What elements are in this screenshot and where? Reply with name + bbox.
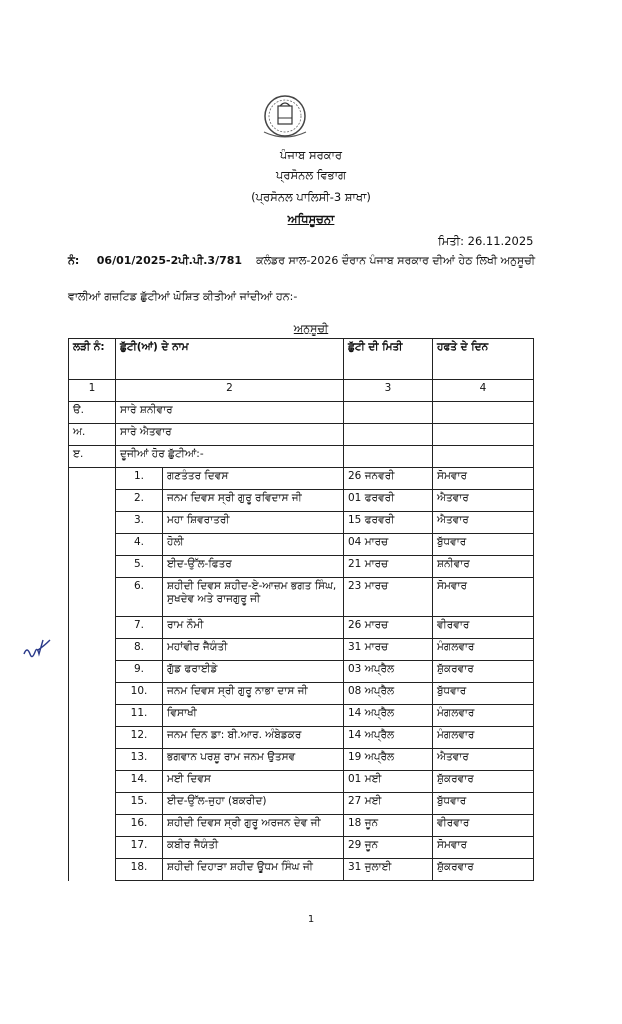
reference-number: 06/01/2025-2ਪੀ.ਪੀ.3/781 bbox=[96, 254, 243, 267]
blank-cell bbox=[69, 683, 116, 705]
holiday-weekday: ਬੁੱਧਵਾਰ bbox=[433, 793, 534, 815]
blank-cell bbox=[69, 859, 116, 881]
table-row bbox=[69, 534, 534, 556]
holiday-serial: 2. bbox=[116, 490, 163, 512]
handwritten-signature bbox=[20, 628, 60, 668]
header-weekday: ਹਫਤੇ ਦੇ ਦਿਨ bbox=[433, 339, 534, 380]
table-row bbox=[69, 661, 534, 683]
holiday-date: 01 ਫਰਵਰੀ bbox=[344, 490, 433, 512]
holiday-name: ਵਿਸਾਖੀ bbox=[163, 705, 344, 727]
holiday-weekday: ਬੁੱਧਵਾਰ bbox=[433, 534, 534, 556]
holiday-weekday: ਸ਼ੁੱਕਰਵਾਰ bbox=[433, 859, 534, 881]
table-row bbox=[69, 490, 534, 512]
holiday-serial: 12. bbox=[116, 727, 163, 749]
blank-cell bbox=[69, 556, 116, 578]
department-name: ਪ੍ਰਸੋਨਲ ਵਿਭਾਗ bbox=[275, 168, 347, 182]
header-serial: ਲੜੀ ਨੰ: bbox=[69, 339, 116, 380]
holiday-name: ਹੋਲੀ bbox=[163, 534, 344, 556]
column-number-row bbox=[69, 380, 534, 402]
holiday-weekday: ਐਤਵਾਰ bbox=[433, 512, 534, 534]
col-number: 3 bbox=[344, 380, 433, 402]
holiday-weekday: ਸੋਮਵਾਰ bbox=[433, 578, 534, 617]
holiday-date: 23 ਮਾਰਚ bbox=[344, 578, 433, 617]
branch-name: (ਪ੍ਰਸੋਨਲ ਪਾਲਿਸੀ-3 ਸ਼ਾਖਾ) bbox=[251, 190, 371, 204]
blank-cell bbox=[69, 578, 116, 617]
holiday-weekday: ਵੀਰਵਾਰ bbox=[433, 815, 534, 837]
holiday-name: ਈਦ-ਉੱਲ-ਫਿਤਰ bbox=[163, 556, 344, 578]
government-name: ਪੰਜਾਬ ਸਰਕਾਰ bbox=[279, 148, 343, 162]
blank-cell bbox=[69, 617, 116, 639]
blank-cell bbox=[69, 793, 116, 815]
holiday-serial: 13. bbox=[116, 749, 163, 771]
header-holiday-date: ਛੁੱਟੀ ਦੀ ਮਿਤੀ bbox=[344, 339, 433, 380]
holiday-serial: 18. bbox=[116, 859, 163, 881]
section-label: ਸਾਰੇ ਸ਼ਨੀਵਾਰ bbox=[116, 402, 344, 424]
notification-title: ਅਧਿਸੂਚਨਾ bbox=[287, 212, 335, 226]
holiday-name: ਗਣਤੰਤਰ ਦਿਵਸ bbox=[163, 468, 344, 490]
blank-cell bbox=[69, 639, 116, 661]
holiday-name: ਸ਼ਹੀਦੀ ਦਿਹਾੜਾ ਸ਼ਹੀਦ ਊਧਮ ਸਿੰਘ ਜੀ bbox=[163, 859, 344, 881]
holiday-date: 31 ਜੁਲਾਈ bbox=[344, 859, 433, 881]
holiday-serial: 17. bbox=[116, 837, 163, 859]
holiday-date: 31 ਮਾਰਚ bbox=[344, 639, 433, 661]
holiday-name: ਮਹਾ ਸ਼ਿਵਰਾਤਰੀ bbox=[163, 512, 344, 534]
state-emblem-icon bbox=[256, 92, 314, 144]
blank-cell bbox=[69, 705, 116, 727]
col-number: 4 bbox=[433, 380, 534, 402]
holiday-weekday: ਸੋਮਵਾਰ bbox=[433, 468, 534, 490]
notification-date: ਮਿਤੀ: 26.11.2025 bbox=[438, 234, 534, 248]
table-row bbox=[69, 468, 534, 490]
holiday-weekday: ਐਤਵਾਰ bbox=[433, 490, 534, 512]
table-row bbox=[69, 578, 534, 617]
holiday-serial: 5. bbox=[116, 556, 163, 578]
col-number: 2 bbox=[116, 380, 344, 402]
blank-cell bbox=[69, 771, 116, 793]
holiday-date: 18 ਜੂਨ bbox=[344, 815, 433, 837]
holiday-weekday: ਮੰਗਲਵਾਰ bbox=[433, 705, 534, 727]
holiday-serial: 14. bbox=[116, 771, 163, 793]
col-number: 1 bbox=[69, 380, 116, 402]
section-row bbox=[69, 424, 534, 446]
holiday-date: 08 ਅਪ੍ਰੈਲ bbox=[344, 683, 433, 705]
holiday-name: ਜਨਮ ਦਿਨ ਡਾ: ਬੀ.ਆਰ. ਅੰਬੇਡਕਰ bbox=[163, 727, 344, 749]
table-row bbox=[69, 749, 534, 771]
holiday-date: 21 ਮਾਰਚ bbox=[344, 556, 433, 578]
holiday-serial: 9. bbox=[116, 661, 163, 683]
holiday-table bbox=[68, 338, 534, 881]
table-header-row bbox=[69, 339, 534, 380]
holiday-serial: 11. bbox=[116, 705, 163, 727]
blank-cell bbox=[69, 749, 116, 771]
holiday-weekday: ਸੋਮਵਾਰ bbox=[433, 837, 534, 859]
table-row bbox=[69, 617, 534, 639]
holiday-name: ਜਨਮ ਦਿਵਸ ਸ੍ਰੀ ਗੁਰੂ ਨਾਭਾ ਦਾਸ ਜੀ bbox=[163, 683, 344, 705]
blank-cell bbox=[69, 490, 116, 512]
holiday-name: ਕਬੀਰ ਜੈਯੰਤੀ bbox=[163, 837, 344, 859]
holiday-weekday: ਸ਼ਨੀਵਾਰ bbox=[433, 556, 534, 578]
holiday-weekday: ਮੰਗਲਵਾਰ bbox=[433, 639, 534, 661]
holiday-serial: 1. bbox=[116, 468, 163, 490]
blank-cell bbox=[69, 661, 116, 683]
section-label: ਸਾਰੇ ਐਤਵਾਰ bbox=[116, 424, 344, 446]
reference-prefix: ਨੰ: bbox=[68, 254, 80, 267]
holiday-serial: 10. bbox=[116, 683, 163, 705]
section-row bbox=[69, 446, 534, 468]
blank-cell bbox=[69, 512, 116, 534]
holiday-date: 04 ਮਾਰਚ bbox=[344, 534, 433, 556]
table-row bbox=[69, 512, 534, 534]
section-key: ੲ. bbox=[69, 446, 116, 468]
holiday-serial: 6. bbox=[116, 578, 163, 617]
section-label: ਦੂਜੀਆਂ ਹੋਰ ਛੁੱਟੀਆਂ:- bbox=[116, 446, 344, 468]
table-row bbox=[69, 727, 534, 749]
blank-cell bbox=[69, 534, 116, 556]
holiday-date: 15 ਫਰਵਰੀ bbox=[344, 512, 433, 534]
holiday-name: ਸ਼ਹੀਦੀ ਦਿਵਸ ਸ਼ਹੀਦ-ਏ-ਆਜ਼ਮ ਭਗਤ ਸਿੰਘ, ਸੁਖਦੇਵ ਅਤੇ ਰਾਜਗੁਰੂ ਜੀ bbox=[163, 578, 344, 617]
holiday-weekday: ਐਤਵਾਰ bbox=[433, 749, 534, 771]
table-row bbox=[69, 771, 534, 793]
holiday-serial: 3. bbox=[116, 512, 163, 534]
holiday-date: 29 ਜੂਨ bbox=[344, 837, 433, 859]
holiday-date: 19 ਅਪ੍ਰੈਲ bbox=[344, 749, 433, 771]
holiday-serial: 4. bbox=[116, 534, 163, 556]
holiday-name: ਰਾਮ ਨੌਮੀ bbox=[163, 617, 344, 639]
blank-cell bbox=[69, 468, 116, 490]
table-row bbox=[69, 705, 534, 727]
holiday-serial: 8. bbox=[116, 639, 163, 661]
section-key: ਅ. bbox=[69, 424, 116, 446]
blank-cell bbox=[69, 815, 116, 837]
holiday-date: 26 ਮਾਰਚ bbox=[344, 617, 433, 639]
holiday-weekday: ਵੀਰਵਾਰ bbox=[433, 617, 534, 639]
holiday-name: ਗੁੱਡ ਫਰਾਈਡੇ bbox=[163, 661, 344, 683]
holiday-name: ਜਨਮ ਦਿਵਸ ਸ੍ਰੀ ਗੁਰੂ ਰਵਿਦਾਸ ਜੀ bbox=[163, 490, 344, 512]
section-key: ੳ. bbox=[69, 402, 116, 424]
header-holiday-name: ਛੁੱਟੀ(ਆਂ) ਦੇ ਨਾਮ bbox=[116, 339, 344, 380]
reference-text-2: ਵਾਲੀਆਂ ਗਜ਼ਟਿਡ ਛੁੱਟੀਆਂ ਘੋਸ਼ਿਤ ਕੀਤੀਆਂ ਜਾਂਦੀਆਂ ਹਨ:- bbox=[68, 290, 298, 303]
reference-line-1 bbox=[68, 254, 535, 268]
holiday-serial: 15. bbox=[116, 793, 163, 815]
holiday-date: 27 ਮਈ bbox=[344, 793, 433, 815]
holiday-weekday: ਮੰਗਲਵਾਰ bbox=[433, 727, 534, 749]
table-row bbox=[69, 859, 534, 881]
holiday-name: ਈਦ-ਉੱਲ-ਜੁਹਾ (ਬਕਰੀਦ) bbox=[163, 793, 344, 815]
holiday-weekday: ਬੁੱਧਵਾਰ bbox=[433, 683, 534, 705]
table-row bbox=[69, 556, 534, 578]
holiday-date: 14 ਅਪ੍ਰੈਲ bbox=[344, 727, 433, 749]
holiday-name: ਭਗਵਾਨ ਪਰਸ਼ੂ ਰਾਮ ਜਨਮ ਉਤਸਵ bbox=[163, 749, 344, 771]
table-row bbox=[69, 683, 534, 705]
holiday-date: 26 ਜਨਵਰੀ bbox=[344, 468, 433, 490]
holiday-date: 03 ਅਪ੍ਰੈਲ bbox=[344, 661, 433, 683]
table-row bbox=[69, 639, 534, 661]
holiday-date: 01 ਮਈ bbox=[344, 771, 433, 793]
holiday-name: ਮਈ ਦਿਵਸ bbox=[163, 771, 344, 793]
holiday-name: ਸ਼ਹੀਦੀ ਦਿਵਸ ਸ੍ਰੀ ਗੁਰੂ ਅਰਜਨ ਦੇਵ ਜੀ bbox=[163, 815, 344, 837]
table-row bbox=[69, 815, 534, 837]
reference-text-1: ਕਲੰਡਰ ਸਾਲ-2026 ਦੌਰਾਨ ਪੰਜਾਬ ਸਰਕਾਰ ਦੀਆਂ ਹੇਠ ਲਿਖੀ ਅਨੁਸੂਚੀ bbox=[256, 254, 536, 267]
holiday-serial: 7. bbox=[116, 617, 163, 639]
holiday-name: ਮਹਾਂਵੀਰ ਜੈਯੰਤੀ bbox=[163, 639, 344, 661]
section-row bbox=[69, 402, 534, 424]
holiday-serial: 16. bbox=[116, 815, 163, 837]
page-number: 1 bbox=[307, 914, 315, 925]
holiday-weekday: ਸ਼ੁੱਕਰਵਾਰ bbox=[433, 661, 534, 683]
schedule-title: ਅਨੁਸੂਚੀ bbox=[293, 322, 329, 335]
blank-cell bbox=[69, 727, 116, 749]
holiday-date: 14 ਅਪ੍ਰੈਲ bbox=[344, 705, 433, 727]
holiday-weekday: ਸ਼ੁੱਕਰਵਾਰ bbox=[433, 771, 534, 793]
table-row bbox=[69, 793, 534, 815]
holiday-rows bbox=[69, 468, 534, 881]
blank-cell bbox=[69, 837, 116, 859]
table-row bbox=[69, 837, 534, 859]
